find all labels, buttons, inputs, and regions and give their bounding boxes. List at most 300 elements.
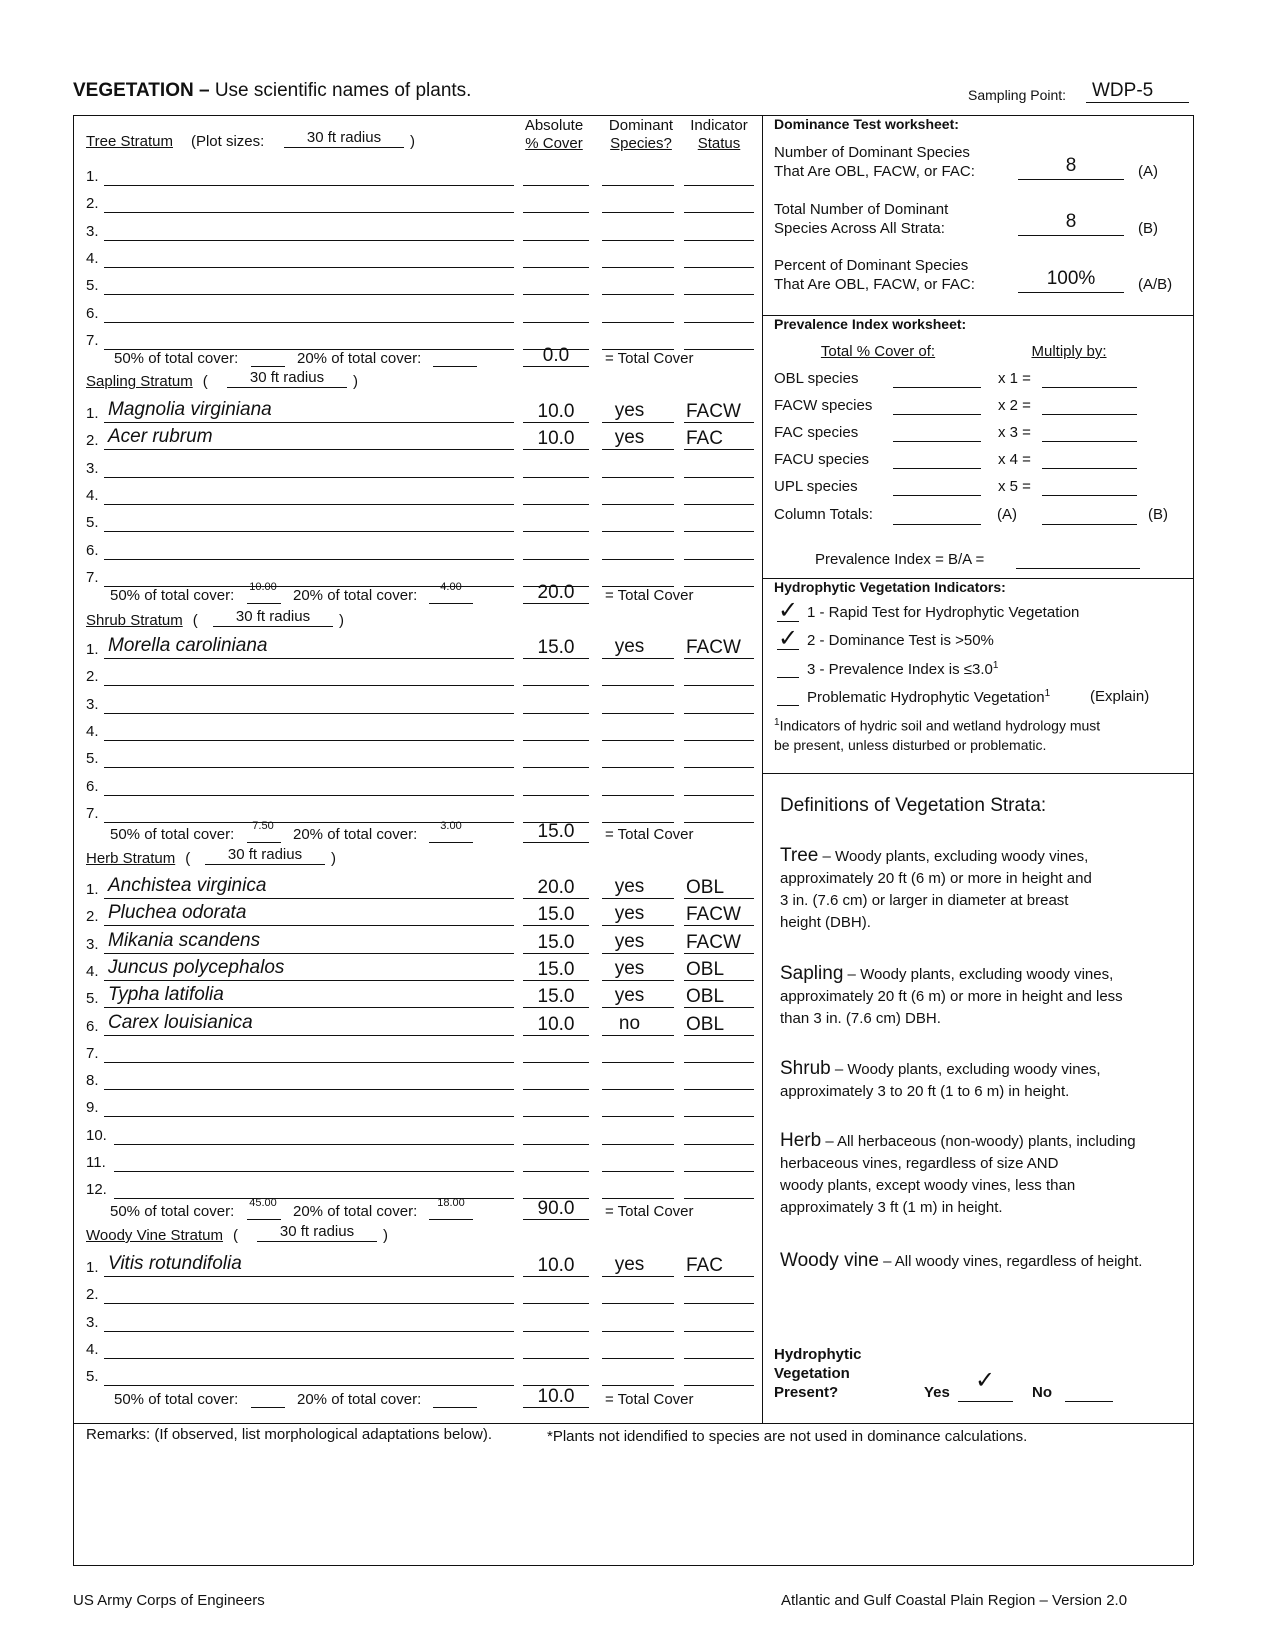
tree-row-number: 4.: [86, 249, 99, 267]
herb-cover-line: [523, 1062, 589, 1063]
tree-cover-line: [523, 240, 589, 241]
dominant-species-header: Dominant Species?: [608, 117, 674, 152]
present-no-field[interactable]: [1065, 1401, 1113, 1402]
sapling-plot-close: ): [353, 373, 358, 390]
prevalence-col1: Total % Cover of:: [820, 343, 936, 360]
herb-row-number: 9.: [86, 1099, 99, 1117]
vine-twenty-label: 20% of total cover:: [297, 1391, 422, 1408]
shrub-stratum-header: [86, 612, 198, 629]
sapling-row-number: 4.: [86, 486, 99, 504]
tree-twenty-label: 20% of total cover:: [297, 350, 422, 367]
herb-row-number: 10.: [86, 1126, 107, 1144]
shrub-twenty-value[interactable]: 3.00: [440, 820, 462, 832]
herb-species-cover[interactable]: 15.0: [537, 958, 575, 980]
herb-dominant-line: [602, 980, 674, 981]
vine-dominant-line: [602, 1303, 674, 1304]
herb-species-line: [104, 1062, 514, 1063]
prevalence-product-field[interactable]: [1042, 495, 1137, 496]
vine-species-line: [104, 1358, 514, 1359]
dominance-a-line: [1018, 179, 1124, 180]
sapling-stratum-label: Sapling Stratum: [86, 373, 193, 390]
herb-row-number: 5.: [86, 990, 99, 1008]
prevalence-index-label: Prevalence Index = B/A =: [815, 551, 985, 568]
shrub-row-number: 7.: [86, 804, 99, 822]
tree-stratum-header: [86, 133, 264, 150]
tree-species-line: [104, 240, 514, 241]
definition-first-line: [780, 1130, 1136, 1153]
sapling-cover-line: [523, 477, 589, 478]
shrub-dominant-line: [602, 685, 674, 686]
shrub-species-status[interactable]: FACW: [686, 637, 741, 658]
shrub-fifty-value[interactable]: 7.50: [252, 820, 274, 832]
remarks-area[interactable]: [80, 1450, 1180, 1555]
dominance-a-tag: (A): [1138, 163, 1158, 180]
sapling-dominant-line: [602, 422, 674, 423]
tree-stratum-label: Tree Stratum: [86, 133, 173, 150]
shrub-status-line: [684, 685, 754, 686]
prevalence-cover-field[interactable]: [893, 441, 981, 442]
prevalence-cover-field[interactable]: [893, 468, 981, 469]
prevalence-multiplier: x 2 =: [998, 397, 1031, 414]
shrub-status-line: [684, 767, 754, 768]
definitions-title: Definitions of Vegetation Strata:: [780, 795, 1047, 816]
herb-dominant-line: [602, 1062, 674, 1063]
dominance-b-value[interactable]: 8: [1065, 211, 1077, 232]
shrub-dominant-line: [602, 658, 674, 659]
herb-twenty-label: 20% of total cover:: [293, 1203, 418, 1220]
herb-dominant-line: [602, 1116, 674, 1117]
shrub-row-number: 6.: [86, 777, 99, 795]
herb-row-number: 1.: [86, 881, 99, 898]
tree-status-line: [684, 294, 754, 295]
prevalence-multiplier: x 4 =: [998, 451, 1031, 468]
herb-species-name[interactable]: Juncus polycephalos: [108, 956, 285, 978]
vine-fifty-label: 50% of total cover:: [114, 1391, 239, 1408]
indicator-text: 2 - Dominance Test is >50%: [807, 632, 994, 649]
herb-total-cover-value[interactable]: 90.0: [537, 1198, 575, 1219]
tree-dominant-line: [602, 267, 674, 268]
indicator-text: Problematic Hydrophytic Vegetation: [807, 689, 1045, 706]
indicators-title: Hydrophytic Vegetation Indicators:: [774, 579, 1006, 595]
sapling-plot-size-line: [227, 387, 347, 388]
prevalence-index-field[interactable]: [1016, 568, 1140, 569]
dominance-a-value[interactable]: 8: [1065, 155, 1077, 176]
sapling-row-number: 7.: [86, 568, 99, 586]
sapling-species-cover[interactable]: 10.0: [537, 428, 575, 450]
tree-dominant-line: [602, 294, 674, 295]
tree-row-number: 3.: [86, 222, 99, 240]
vine-twenty-line: [433, 1407, 477, 1408]
tree-cover-line: [523, 322, 589, 323]
prevalence-product-field[interactable]: [1042, 387, 1137, 388]
tree-species-line: [104, 294, 514, 295]
definition-term: Herb: [780, 1130, 822, 1151]
shrub-total-cover-label: = Total Cover: [605, 826, 694, 843]
shrub-cover-line: [523, 685, 589, 686]
herb-fifty-line: [247, 1219, 281, 1220]
herb-species-dominant[interactable]: yes: [614, 985, 645, 1007]
dominance-ab-line: [1018, 292, 1124, 293]
herb-species-dominant[interactable]: yes: [614, 903, 645, 925]
definition-term: Sapling: [780, 963, 844, 984]
vine-plot-open: (: [233, 1227, 239, 1244]
sapling-status-line: [684, 477, 754, 478]
definition-text: approximately 3 ft (1 m) in height.: [780, 1199, 1003, 1216]
sapling-species-dominant[interactable]: yes: [614, 427, 645, 449]
sapling-species-line: [104, 449, 514, 450]
definition-text: approximately 20 ft (6 m) or more in height and less: [780, 988, 1123, 1005]
sapling-row-number: 6.: [86, 541, 99, 559]
sapling-species-line: [104, 559, 514, 560]
herb-row-number: 7.: [86, 1044, 99, 1062]
vine-species-cover[interactable]: 10.0: [537, 1255, 575, 1276]
vine-stratum-label: Woody Vine Stratum: [86, 1227, 224, 1244]
vine-total-cover-label: = Total Cover: [605, 1391, 694, 1408]
herb-row-number: 4.: [86, 962, 99, 980]
sapling-cover-line: [523, 559, 589, 560]
prevalence-title: Prevalence Index worksheet:: [774, 316, 967, 332]
vine-plot-size[interactable]: 30 ft radius: [279, 1223, 355, 1240]
tree-fifty-label: 50% of total cover:: [114, 350, 239, 367]
herb-species-name[interactable]: Anchistea virginica: [108, 875, 267, 896]
shrub-species-cover[interactable]: 15.0: [537, 637, 575, 658]
tree-dominant-line: [602, 322, 674, 323]
vine-species-name[interactable]: Vitis rotundifolia: [108, 1253, 242, 1274]
indicator-check-icon[interactable]: ✓: [778, 596, 799, 624]
herb-species-dominant[interactable]: yes: [614, 957, 645, 979]
tree-species-line: [104, 322, 514, 323]
shrub-species-line: [104, 685, 514, 686]
shrub-cover-line: [523, 767, 589, 768]
prevalence-total-b-field[interactable]: [1042, 524, 1137, 525]
vine-dominant-line: [602, 1276, 674, 1277]
vine-row-number: 4.: [86, 1340, 99, 1358]
shrub-twenty-label: 20% of total cover:: [293, 826, 418, 843]
prevalence-cover-field[interactable]: [893, 414, 981, 415]
definition-text: approximately 20 ft (6 m) or more in height and: [780, 870, 1092, 887]
herb-plot-size-line: [205, 864, 325, 865]
definition-text: – Woody plants, excluding woody vines,: [830, 1061, 1101, 1078]
vine-plot-size-line: [257, 1241, 377, 1242]
herb-fifty-value[interactable]: 45.00: [249, 1197, 277, 1209]
herb-species-line: [114, 1171, 514, 1172]
vine-species-line: [104, 1385, 514, 1386]
herb-species-name[interactable]: Carex louisianica: [108, 1011, 253, 1033]
herb-dominant-line: [602, 1089, 674, 1090]
shrub-dominant-line: [602, 713, 674, 714]
herb-species-cover[interactable]: 15.0: [537, 986, 575, 1008]
vine-plot-close: ): [383, 1227, 388, 1244]
sapling-fifty-label: 50% of total cover:: [110, 587, 235, 604]
tree-status-line: [684, 267, 754, 268]
indicator-check-icon[interactable]: ✓: [778, 624, 799, 652]
tree-species-line: [104, 185, 514, 186]
definition-first-line: [780, 1058, 1101, 1081]
vine-row-number: 2.: [86, 1286, 99, 1304]
tree-total-cover-value[interactable]: 0.0: [542, 345, 570, 366]
shrub-species-line: [104, 740, 514, 741]
shrub-status-line: [684, 795, 754, 796]
shrub-status-line: [684, 740, 754, 741]
shrub-fifty-label: 50% of total cover:: [110, 826, 235, 843]
herb-species-dominant[interactable]: yes: [614, 930, 645, 952]
herb-stratum-header: [86, 850, 190, 867]
definition-item: [780, 1130, 1136, 1219]
frame-middle: [762, 115, 763, 1423]
tree-status-line: [684, 349, 754, 350]
definition-text: – Woody plants, excluding woody vines,: [818, 848, 1089, 865]
definition-first-line: [780, 1250, 1142, 1273]
indicator-label: [807, 660, 998, 678]
present-yes-check-icon[interactable]: ✓: [975, 1366, 996, 1394]
plot-sizes-prefix: (Plot sizes:: [190, 133, 265, 150]
remarks-label: Remarks: (If observed, list morphological adaptations below).: [86, 1426, 493, 1443]
herb-species-line: [104, 925, 514, 926]
prevalence-product-field[interactable]: [1042, 468, 1137, 469]
shrub-plot-size-line: [213, 626, 333, 627]
sapling-dominant-line: [602, 449, 674, 450]
vine-status-line: [684, 1303, 754, 1304]
herb-cover-line: [523, 1144, 589, 1145]
herb-status-line: [684, 1171, 754, 1172]
remarks-top-rule: [73, 1423, 1193, 1424]
definition-text: woody plants, except woody vines, less than: [780, 1177, 1076, 1194]
indicator-footnote-mark: 1: [1044, 688, 1051, 699]
shrub-status-line: [684, 822, 754, 823]
sapling-species-cover[interactable]: 10.0: [537, 401, 575, 422]
sapling-row-number: 1.: [86, 405, 99, 422]
prevalence-total-a-field[interactable]: [893, 524, 981, 525]
shrub-cover-line: [523, 713, 589, 714]
herb-species-status[interactable]: FACW: [686, 904, 741, 926]
herb-species-line: [104, 1089, 514, 1090]
herb-status-line: [684, 1198, 754, 1199]
herb-plot-size[interactable]: 30 ft radius: [227, 846, 303, 863]
vine-status-line: [684, 1331, 754, 1332]
definition-text: than 3 in. (7.6 cm) DBH.: [780, 1010, 941, 1027]
shrub-dominant-line: [602, 767, 674, 768]
herb-dominant-line: [602, 953, 674, 954]
definition-first-line: [780, 963, 1123, 986]
herb-status-line: [684, 1062, 754, 1063]
indicator-text: 3 - Prevalence Index is ≤3.0: [807, 661, 993, 678]
present-yes-label: Yes: [924, 1384, 950, 1401]
tree-cover-line: [523, 212, 589, 213]
vine-dominant-line: [602, 1331, 674, 1332]
sampling-point-value[interactable]: WDP-5: [1092, 80, 1154, 101]
sapling-species-name[interactable]: Magnolia virginiana: [108, 399, 272, 420]
herb-row-number: 6.: [86, 1017, 99, 1035]
shrub-twenty-line: [429, 842, 473, 843]
shrub-cover-line: [523, 795, 589, 796]
sapling-plot-open: (: [202, 373, 208, 390]
shrub-species-line: [104, 658, 514, 659]
vine-total-cover-value[interactable]: 10.0: [537, 1386, 575, 1407]
vine-row-number: 5.: [86, 1368, 99, 1386]
indicator-check-line: [777, 705, 799, 706]
sapling-species-status[interactable]: FACW: [686, 401, 741, 422]
sapling-species-dominant[interactable]: yes: [614, 400, 645, 421]
prevalence-row-label: FAC species: [774, 424, 859, 441]
frame-right: [1193, 115, 1194, 1565]
tree-plot-close: ): [410, 133, 415, 150]
sapling-species-status[interactable]: FAC: [686, 428, 723, 450]
herb-species-cover[interactable]: 15.0: [537, 931, 575, 953]
vine-cover-line: [523, 1331, 589, 1332]
vine-row-number: 3.: [86, 1313, 99, 1331]
definition-text: herbaceous vines, regardless of size AND: [780, 1155, 1059, 1172]
indicator-label: [807, 688, 1050, 706]
herb-species-line: [114, 1144, 514, 1145]
shrub-dominant-line: [602, 822, 674, 823]
definition-text: – All herbaceous (non-woody) plants, including: [821, 1133, 1136, 1150]
tree-total-cover-line: [523, 366, 589, 367]
dominance-a-label: Number of Dominant Species That Are OBL, FACW, or FAC:: [774, 144, 975, 180]
dominance-b-tag: (B): [1138, 220, 1158, 237]
herb-row-number: 12.: [86, 1181, 107, 1199]
tree-row-number: 2.: [86, 195, 99, 213]
vine-status-line: [684, 1385, 754, 1386]
herb-species-name[interactable]: Pluchea odorata: [108, 902, 247, 924]
shrub-plot-size[interactable]: 30 ft radius: [235, 608, 311, 625]
herb-status-line: [684, 1116, 754, 1117]
herb-species-name[interactable]: Mikania scandens: [108, 929, 261, 951]
shrub-cover-line: [523, 740, 589, 741]
vine-cover-line: [523, 1358, 589, 1359]
herb-plot-open: (: [185, 850, 191, 867]
prevalence-total-a-tag: (A): [997, 506, 1017, 523]
tree-status-line: [684, 212, 754, 213]
indicator-text: 1 - Rapid Test for Hydrophytic Vegetation: [807, 604, 1080, 621]
sapling-plot-size[interactable]: 30 ft radius: [249, 369, 325, 386]
herb-dominant-line: [602, 925, 674, 926]
sapling-dominant-line: [602, 504, 674, 505]
prevalence-cover-field[interactable]: [893, 387, 981, 388]
prevalence-product-field[interactable]: [1042, 414, 1137, 415]
tree-plot-size[interactable]: 30 ft radius: [306, 129, 382, 146]
sapling-fifty-value[interactable]: 10.00: [249, 581, 277, 593]
herb-species-cover[interactable]: 10.0: [537, 1013, 575, 1035]
herb-species-name[interactable]: Typha latifolia: [108, 984, 224, 1006]
prevalence-product-field[interactable]: [1042, 441, 1137, 442]
shrub-row-number: 4.: [86, 722, 99, 740]
herb-species-status[interactable]: OBL: [686, 1013, 725, 1035]
herb-species-dominant[interactable]: yes: [614, 876, 645, 897]
sapling-total-cover-label: = Total Cover: [605, 587, 694, 604]
herb-species-line: [104, 1116, 514, 1117]
sapling-dominant-line: [602, 531, 674, 532]
shrub-dominant-line: [602, 795, 674, 796]
herb-dominant-line: [602, 1007, 674, 1008]
sapling-status-line: [684, 559, 754, 560]
tree-dominant-line: [602, 240, 674, 241]
prevalence-row-label: OBL species: [774, 370, 859, 387]
definition-first-line: [780, 845, 1092, 868]
sapling-total-cover-value[interactable]: 20.0: [537, 582, 575, 603]
page-title: [73, 80, 471, 102]
indicator-explain: (Explain): [1090, 688, 1150, 705]
herb-status-line: [684, 1089, 754, 1090]
herb-dominant-line: [602, 1171, 674, 1172]
indicator-check-line: [777, 649, 799, 650]
sapling-fifty-line: [247, 603, 281, 604]
herb-species-status[interactable]: OBL: [686, 986, 725, 1008]
tree-row-number: 7.: [86, 331, 99, 349]
sapling-species-name[interactable]: Acer rubrum: [108, 426, 213, 448]
herb-species-line: [104, 898, 514, 899]
vine-cover-line: [523, 1303, 589, 1304]
present-label: Hydrophytic Vegetation Present?: [774, 1346, 862, 1401]
sapling-stratum-header: [86, 373, 208, 390]
prevalence-col2: Multiply by:: [1031, 343, 1107, 360]
vine-dominant-line: [602, 1385, 674, 1386]
sapling-row-number: 5.: [86, 514, 99, 532]
prevalence-cover-field[interactable]: [893, 495, 981, 496]
remarks-note: *Plants not idendified to species are not used in dominance calculations.: [547, 1428, 1028, 1445]
sampling-point-line: [1086, 102, 1189, 103]
shrub-status-line: [684, 713, 754, 714]
vine-total-cover-line: [523, 1407, 589, 1408]
shrub-dominant-line: [602, 740, 674, 741]
tree-species-line: [104, 267, 514, 268]
indicator-label: [807, 632, 994, 649]
herb-twenty-value[interactable]: 18.00: [437, 1197, 465, 1209]
shrub-species-dominant[interactable]: yes: [614, 636, 645, 657]
tree-fifty-line: [251, 366, 285, 367]
herb-species-status[interactable]: OBL: [686, 958, 725, 980]
tree-status-line: [684, 240, 754, 241]
herb-dominant-line: [602, 1035, 674, 1036]
herb-species-status[interactable]: OBL: [686, 877, 725, 898]
indicators-footnote: $^1$Indicators of hydric soil and wetland hydrology must be present, unless disturbed or problematic.: [774, 717, 1101, 753]
indicator-label: [807, 604, 1079, 621]
herb-species-status[interactable]: FACW: [686, 931, 741, 953]
definition-text: – Woody plants, excluding woody vines,: [843, 966, 1114, 983]
herb-dominant-line: [602, 1198, 674, 1199]
herb-species-dominant[interactable]: no: [618, 1012, 641, 1034]
herb-species-line: [104, 1007, 514, 1008]
definition-text: approximately 3 to 20 ft (1 to 6 m) in height.: [780, 1083, 1070, 1100]
tree-row-number: 5.: [86, 277, 99, 295]
sapling-species-line: [104, 504, 514, 505]
absolute-cover-header: Absolute % Cover: [524, 117, 584, 152]
divider-indicators: [762, 773, 1193, 774]
tree-total-cover-label: = Total Cover: [605, 350, 694, 367]
herb-row-number: 3.: [86, 935, 99, 953]
herb-species-cover[interactable]: 20.0: [537, 877, 575, 898]
vine-species-status[interactable]: FAC: [686, 1255, 723, 1276]
herb-cover-line: [523, 1089, 589, 1090]
shrub-total-cover-value[interactable]: 15.0: [537, 821, 575, 842]
herb-species-cover[interactable]: 15.0: [537, 904, 575, 926]
vine-dominant-line: [602, 1358, 674, 1359]
frame-top-right: [73, 115, 1193, 116]
shrub-row-number: 5.: [86, 750, 99, 768]
definition-term: Tree: [780, 845, 819, 866]
vine-species-dominant[interactable]: yes: [614, 1254, 645, 1275]
sapling-species-line: [104, 531, 514, 532]
shrub-species-line: [104, 713, 514, 714]
herb-dominant-line: [602, 898, 674, 899]
tree-twenty-line: [433, 366, 477, 367]
sapling-twenty-line: [429, 603, 473, 604]
shrub-species-name[interactable]: Morella caroliniana: [108, 635, 268, 656]
sapling-dominant-line: [602, 477, 674, 478]
sapling-twenty-value[interactable]: 4.00: [440, 581, 462, 593]
dominance-ab-value[interactable]: 100%: [1046, 268, 1096, 289]
herb-dominant-line: [602, 1144, 674, 1145]
prevalence-row-label: UPL species: [774, 478, 858, 495]
